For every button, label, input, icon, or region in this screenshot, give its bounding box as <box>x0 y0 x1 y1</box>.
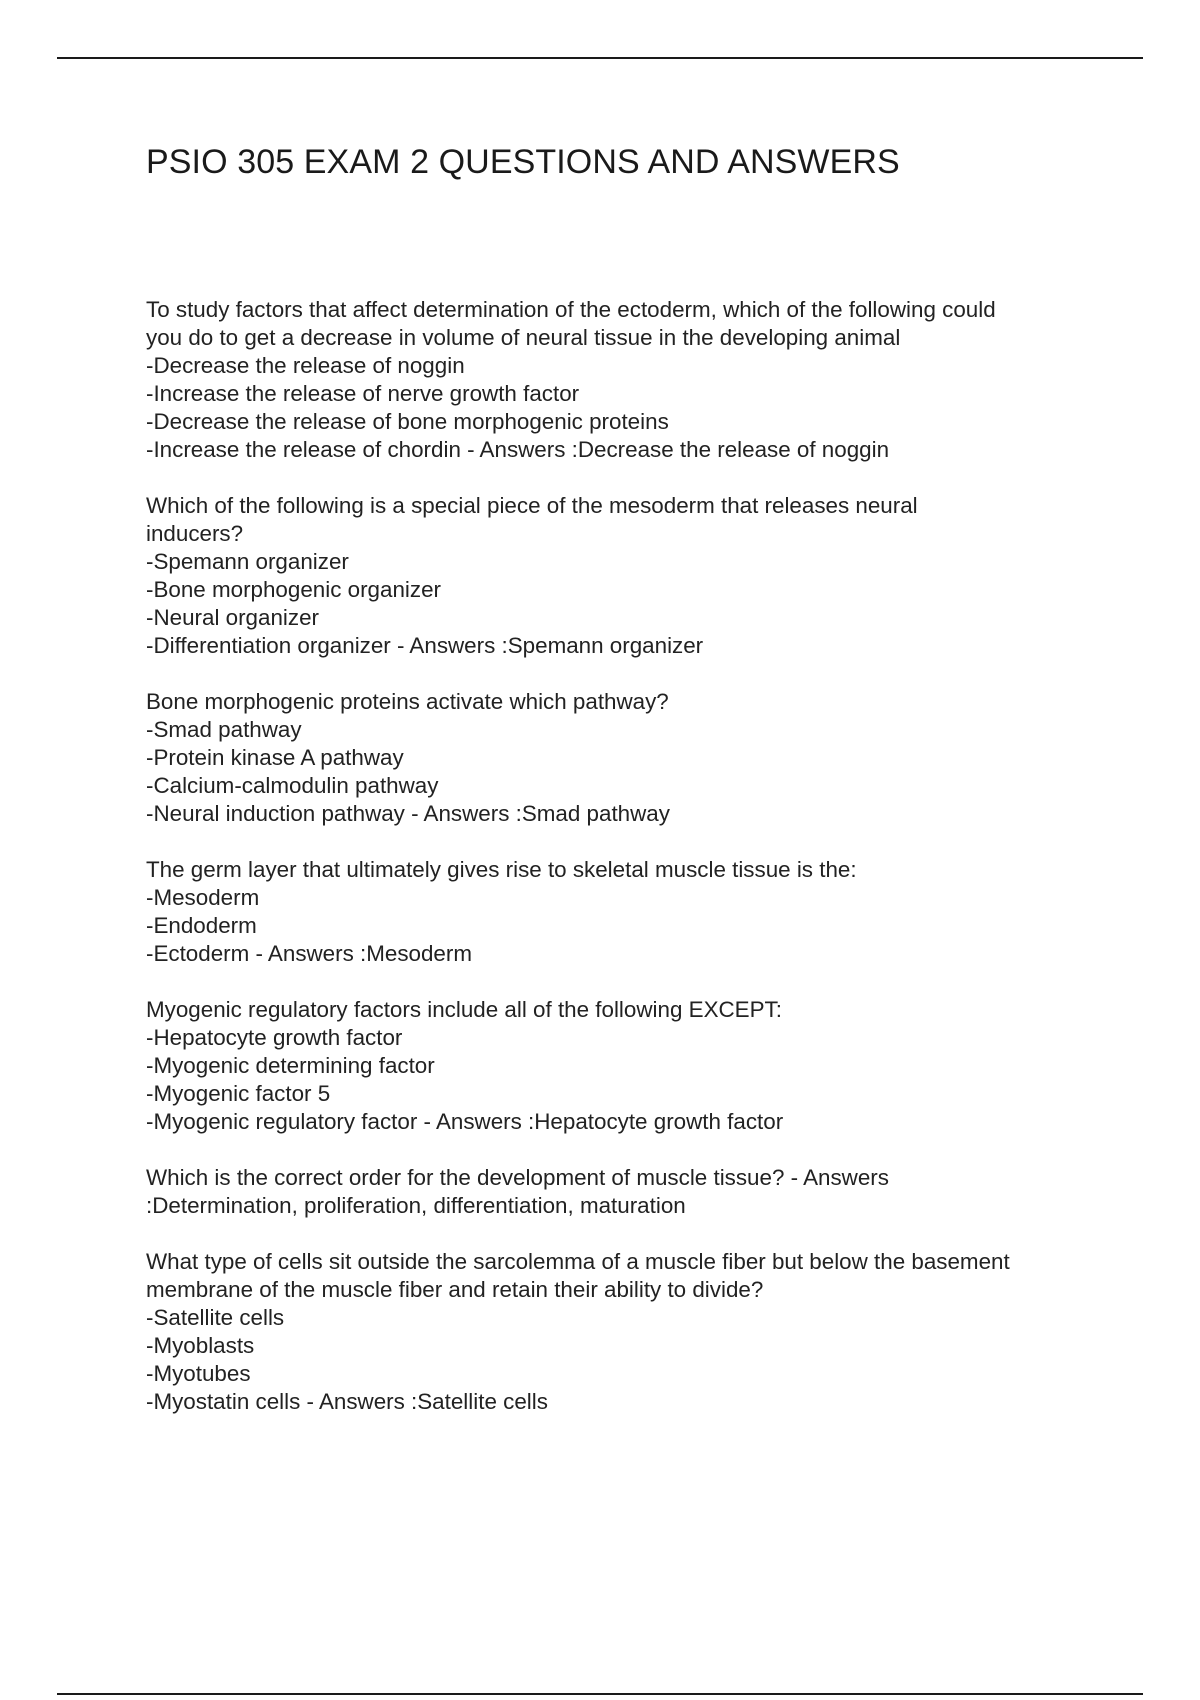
question-text: membrane of the muscle fiber and retain their ability to divide? <box>146 1277 764 1302</box>
question-block-4 <box>146 856 1106 968</box>
answer-option: -Spemann organizer <box>146 549 349 574</box>
answer-option-with-answer: -Myogenic regulatory factor - Answers :Hepatocyte growth factor <box>146 1109 784 1134</box>
question-block-2 <box>146 492 1106 660</box>
header-divider <box>57 57 1143 59</box>
answer-option-with-answer: -Myostatin cells - Answers :Satellite cells <box>146 1389 548 1414</box>
answer-option: -Myogenic factor 5 <box>146 1081 331 1106</box>
question-block-1 <box>146 296 1106 464</box>
question-text: you do to get a decrease in volume of neural tissue in the developing animal <box>146 325 901 350</box>
question-text: What type of cells sit outside the sarcolemma of a muscle fiber but below the basement <box>146 1249 1010 1274</box>
answer-option-with-answer: -Differentiation organizer - Answers :Spemann organizer <box>146 633 704 658</box>
answer-option-with-answer: -Neural induction pathway - Answers :Smad pathway <box>146 801 670 826</box>
answer-option: -Mesoderm <box>146 885 260 910</box>
answer-option: -Endoderm <box>146 913 257 938</box>
question-text: Myogenic regulatory factors include all of the following EXCEPT: <box>146 997 782 1022</box>
question-block-6 <box>146 1164 1106 1220</box>
question-text: To study factors that affect determination of the ectoderm, which of the following could <box>146 297 996 322</box>
answer-option: -Increase the release of nerve growth factor <box>146 381 580 406</box>
answer-option-with-answer: -Increase the release of chordin - Answers :Decrease the release of noggin <box>146 437 890 462</box>
question-text: The germ layer that ultimately gives rise to skeletal muscle tissue is the: <box>146 857 857 882</box>
answer-option: -Satellite cells <box>146 1305 285 1330</box>
question-text: Bone morphogenic proteins activate which pathway? <box>146 689 669 714</box>
question-block-5 <box>146 996 1106 1136</box>
footer-divider <box>57 1693 1143 1695</box>
answer-option: -Decrease the release of noggin <box>146 353 465 378</box>
question-text: Which is the correct order for the development of muscle tissue? - Answers <box>146 1165 889 1190</box>
answer-option: -Neural organizer <box>146 605 319 630</box>
answer-option: -Protein kinase A pathway <box>146 745 404 770</box>
question-block-3 <box>146 688 1106 828</box>
answer-option: -Smad pathway <box>146 717 302 742</box>
page-title: PSIO 305 EXAM 2 QUESTIONS AND ANSWERS <box>146 143 900 181</box>
answer-option: -Decrease the release of bone morphogenic proteins <box>146 409 669 434</box>
question-list <box>146 296 1106 1444</box>
answer-option: -Calcium-calmodulin pathway <box>146 773 439 798</box>
answer-option: -Hepatocyte growth factor <box>146 1025 403 1050</box>
question-block-7 <box>146 1248 1106 1416</box>
answer-option: -Myotubes <box>146 1361 251 1386</box>
answer-option-with-answer: -Ectoderm - Answers :Mesoderm <box>146 941 472 966</box>
answer-text: :Determination, proliferation, differentiation, maturation <box>146 1193 686 1218</box>
answer-option: -Myogenic determining factor <box>146 1053 435 1078</box>
question-text: Which of the following is a special piece of the mesoderm that releases neural <box>146 493 918 518</box>
question-text: inducers? <box>146 521 244 546</box>
answer-option: -Bone morphogenic organizer <box>146 577 441 602</box>
answer-option: -Myoblasts <box>146 1333 255 1358</box>
